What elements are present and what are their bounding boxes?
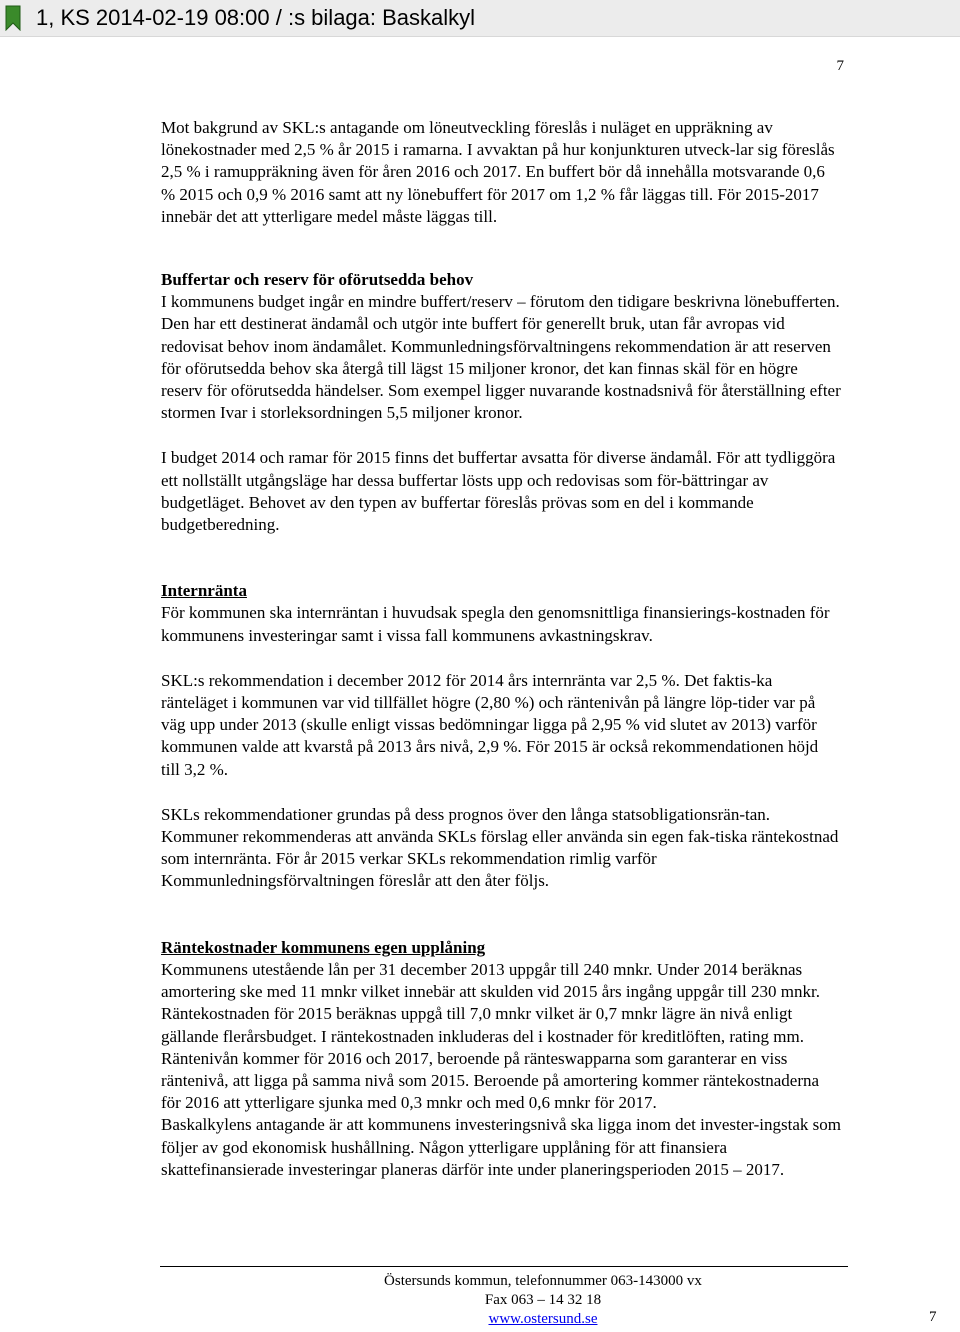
rantekostnader-paragraph-2: Baskalkylens antagande är att kommunens investeringsnivå ska ligga inom det invester-ingstak som följer av god ekonomisk hushållning. Någon ytterligare upplåning för att finansiera skattefinansierade investeringar planeras därför inte under planeringsperioden 2015 – 2017. xyxy=(161,1115,841,1179)
footer-divider xyxy=(160,1266,848,1267)
internranta-paragraph-1: För kommunen ska internräntan i huvudsak spegla den genomsnittliga finansierings-kostnaden för kommunens investeringar samt i vissa fall kommunens avkastningskrav. xyxy=(161,603,830,645)
heading-rantekostnader: Räntekostnader kommunens egen upplåning xyxy=(161,937,486,957)
footer-fax: Fax 063 – 14 32 18 xyxy=(484,1292,602,1308)
intro-paragraph: Mot bakgrund av SKL:s antagande om löneutveckling föreslås i nuläget en uppräkning av lönekostnader med 2,5 % år 2015 i ramarna. I avvaktan på hur konjunkturen utveck-lar sig föreslås 2,5 % i ramuppräkning även för åren 2016 och 2017. En buffert bör då innehålla motsvarande 0,6 % 2015 och 0,9 % 2016 samt att ny lönebuffert för 2017 om 1,2 % får läggas till. För 2015-2017 innebär det att ytterligare medel måste läggas till. xyxy=(161,118,835,226)
bookmark-icon[interactable] xyxy=(4,4,22,32)
heading-buffertar: Buffertar och reserv för oförutsedda behov xyxy=(161,270,474,290)
page-footer xyxy=(160,1272,926,1329)
footer-contact: Östersunds kommun, telefonnummer 063-143000 vx xyxy=(384,1273,702,1289)
bookmark-icon-graphic xyxy=(5,5,21,31)
page-number-footer: 7 xyxy=(929,1309,937,1325)
rantekostnader-paragraph-1: Kommunens utestående lån per 31 december 2013 uppgår till 240 mnkr. Under 2014 beräknas amortering ske med 11 mnkr vilket innebär att skulden vid 2015 års ingång uppgår till 230 mnkr. Räntekostnaden för 2015 beräknas uppgå till 7,0 mnkr vilket är 0,7 mnkr lägre än nivå enligt gällande flerårsbudget. I räntekostnaden inkluderas del i kostnader för kreditlöften, rating mm. Räntenivån kommer för 2016 och 2017, beroende på ränteswapparna som garanterar en viss räntenivå, att ligga på samma nivå som 2015. Beroende på amortering kommer räntekostnaderna för 2016 att ytterligare sjunka med 0,3 mnkr och med 0,6 mnkr för 2017. xyxy=(161,959,820,1113)
page-content xyxy=(161,117,841,1181)
buffertar-paragraph-1: I kommunens budget ingår en mindre buffert/reserv – förutom den tidigare beskrivna lönebufferten. Den har ett destinerat ändamål och utgör inte buffert för generellt bruk, utan får avropas vid redovisat behov inom ändamålet. Kommunledningsförvaltningens rekommendation är att reserven för oförutsedda behov ska återgå till lägst 15 miljoner kronor, det kan finnas skäl för en högre reserv för oförutsedda händelser. Som exempel ligger nuvarande kostnadsnivå för återställning efter stormen Ivar i storleksordningen 5,5 miljoner kronor. xyxy=(161,292,841,423)
footer-website-link[interactable]: www.ostersund.se xyxy=(488,1311,598,1327)
document-title: 1, KS 2014-02-19 08:00 / :s bilaga: Baskalkyl xyxy=(36,5,476,30)
document-title-bar xyxy=(0,0,960,37)
internranta-paragraph-2: SKL:s rekommendation i december 2012 för 2014 års internränta var 2,5 %. Det faktis-ka ränteläget i kommunen var vid tillfället högre (2,80 %) och räntenivån på längre löp-tider var på väg upp under 2013 (skulle enligt vissas bedömningar ligga på 2,95 % vid slutet av 2013) varför kommunen valde att kvarstå på 2013 års nivå, 2,9 %. För 2015 är också rekommendationen höjd till 3,2 %. xyxy=(161,670,819,779)
page-number-top: 7 xyxy=(836,58,844,74)
heading-internranta: Internränta xyxy=(161,581,247,601)
buffertar-paragraph-2: I budget 2014 och ramar för 2015 finns det buffertar avsatta för diverse ändamål. För att tydliggöra ett nollställt utgångsläge har dessa buffertar lösts upp och redovisas som för-bättringar av budgetläget. Behovet av den typen av buffertar föreslås prövas som en del i kommande budgetberedning. xyxy=(161,448,836,535)
internranta-paragraph-3: SKLs rekommendationer grundas på dess prognos över den långa statsobligationsrän-tan. Kommuner rekommenderas att använda SKLs förslag eller använda sin egen fak-tiska räntekostnad som internränta. För år 2015 verkar SKLs rekommendation rimlig varför Kommunledningsförvaltningen föreslår att den åter följs. xyxy=(161,804,839,891)
